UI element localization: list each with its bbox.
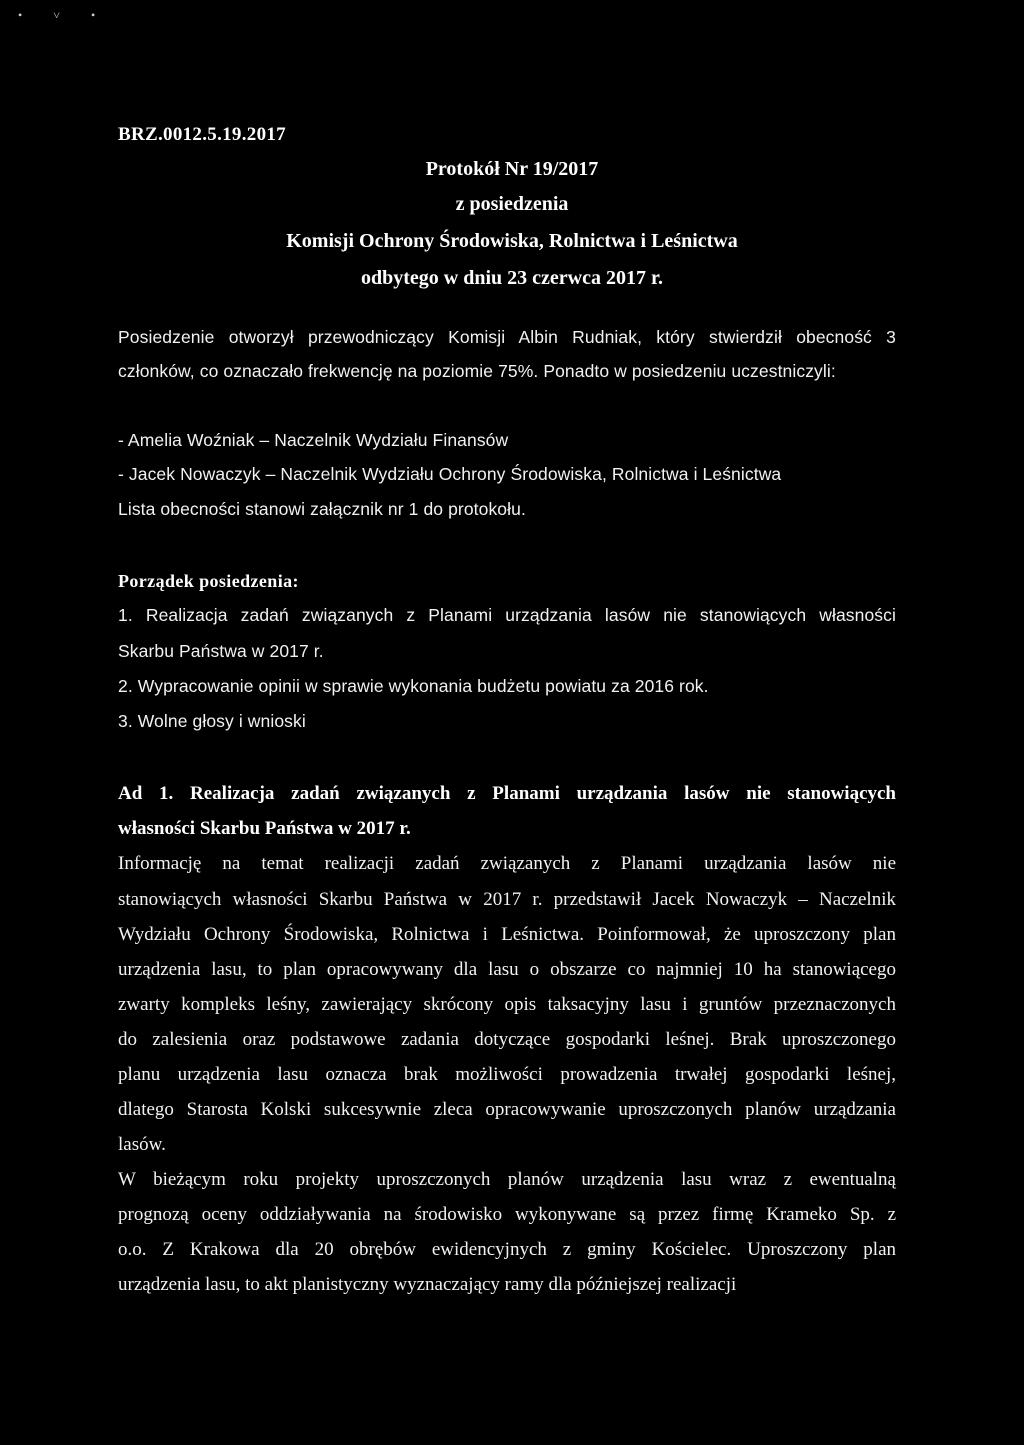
intro-line-2: członków, co oznaczało frekwencję na poziomie 75%. Ponadto w posiedzeniu uczestniczyli:	[118, 361, 836, 381]
agenda-item-2: 2. Wypracowanie opinii w sprawie wykonania budżetu powiatu za 2016 rok.	[118, 676, 709, 696]
ad1-body-line-7: planu urządzenia lasu oznacza brak możliwości prowadzenia trwałej gospodarki leśnej,	[118, 1064, 896, 1085]
ad1-heading: Ad 1. Realizacja zadań związanych z Planami urządzania lasów nie stanowiących	[118, 783, 896, 804]
ad1-body-line-8: dlatego Starosta Kolski sukcesywnie zleca opracowywanie uproszczonych planów urządzania	[118, 1099, 896, 1120]
agenda-item-1: 1. Realizacja zadań związanych z Planami urządzania lasów nie stanowiących własności	[118, 605, 896, 625]
participant-1: - Amelia Woźniak – Naczelnik Wydziału Finansów	[118, 430, 509, 450]
ad1-body-line-11: prognozą oceny oddziaływania na środowisko wykonywane są przez firmę Krameko Sp. z	[118, 1204, 896, 1225]
participant-2: - Jacek Nowaczyk – Naczelnik Wydziału Ochrony Środowiska, Rolnictwa i Leśnictwa	[118, 464, 782, 484]
agenda-heading: Porządek posiedzenia:	[118, 571, 299, 591]
ad1-body-line-1: Informację na temat realizacji zadań związanych z Planami urządzania lasów nie	[118, 853, 896, 874]
ad1-body-line-4: urządzenia lasu, to plan opracowywany dla lasu o obszarze co najmniej 10 ha stanowiącego	[118, 959, 896, 980]
ad1-body-line-9: lasów.	[118, 1134, 166, 1155]
protocol-title: Protokół Nr 19/2017	[425, 158, 599, 180]
ad1-body-line-2: stanowiących własności Skarbu Państwa w 2017 r. przedstawił Jacek Nowaczyk – Naczelnik	[118, 889, 896, 910]
ad1-body-line-13: urządzenia lasu, to akt planistyczny wyznaczający ramy dla późniejszej realizacji	[118, 1274, 737, 1295]
meeting-date: odbytego w dniu 23 czerwca 2017 r.	[360, 267, 664, 289]
ad1-body-line-3: Wydziału Ochrony Środowiska, Rolnictwa i Leśnictwa. Poinformował, że uproszczony plan	[118, 924, 896, 945]
committee-name: Komisji Ochrony Środowiska, Rolnictwa i Leśnictwa	[286, 230, 738, 252]
ad1-body-line-6: do zalesienia oraz podstawowe zadania dotyczące gospodarki leśnej. Brak uproszczonego	[118, 1029, 896, 1050]
ad1-body-line-5: zwarty kompleks leśny, zawierający skrócony opis taksacyjny lasu i gruntów przeznaczonych	[118, 994, 896, 1015]
scan-marks: • ˅ •	[18, 8, 110, 22]
document-reference: BRZ.0012.5.19.2017	[118, 124, 286, 145]
ad1-body-line-10: W bieżącym roku projekty uproszczonych planów urządzenia lasu wraz z ewentualną	[118, 1169, 896, 1190]
agenda-item-3: 3. Wolne głosy i wnioski	[118, 711, 306, 731]
attendance-note: Lista obecności stanowi załącznik nr 1 do protokołu.	[118, 499, 526, 519]
ad1-body-line-12: o.o. Z Krakowa dla 20 obrębów ewidencyjnych z gminy Kościelec. Uproszczony plan	[118, 1239, 896, 1260]
ad1-heading-cont: własności Skarbu Państwa w 2017 r.	[118, 818, 411, 839]
intro-line-1: Posiedzenie otworzył przewodniczący Komisji Albin Rudniak, który stwierdził obecność 3	[118, 327, 896, 347]
protocol-subtitle: z posiedzenia	[455, 193, 569, 215]
agenda-item-1-cont: Skarbu Państwa w 2017 r.	[118, 641, 324, 661]
